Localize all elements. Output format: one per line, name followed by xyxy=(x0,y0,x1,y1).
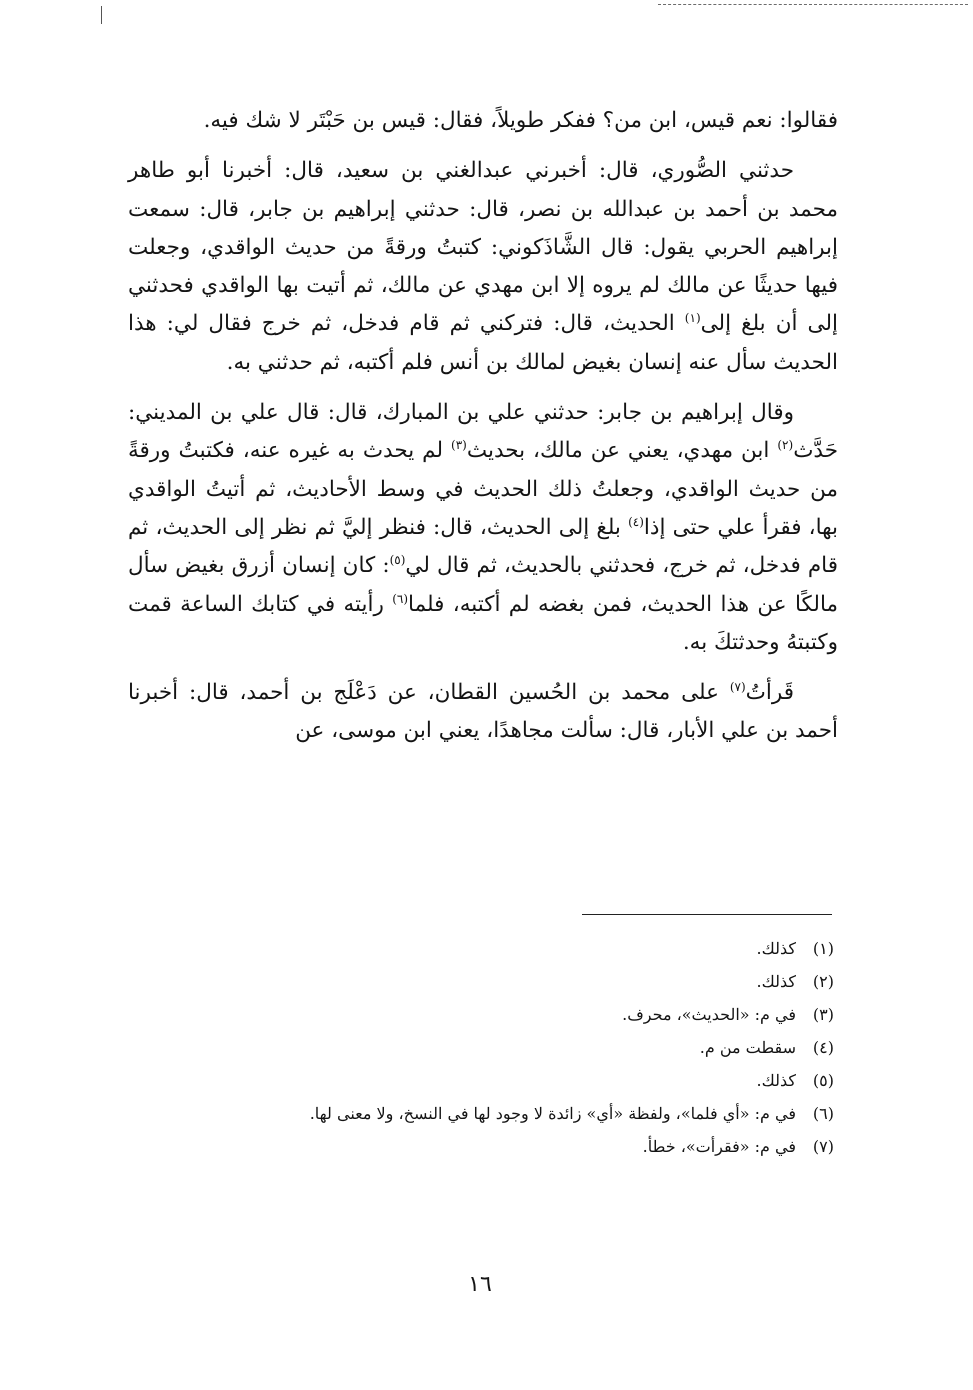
footnote-reference: (٥) xyxy=(389,553,406,568)
text-segment: لم يحدث به غيره عنه، فكتبتُ ورقةً من حديث الواقدي، وجعلتُ ذلك الحديث في وسط الأحاديث، ثم أتيتُ الواقدي بها، فقرأ علي حتى إذا xyxy=(128,438,839,540)
text-segment: فقالوا: نعم قيس، ابن من؟ ففكر طويلاً، فقال: قيس بن حَبْتَر لا شك فيه. xyxy=(203,108,838,133)
footnote-item xyxy=(180,1097,834,1130)
body-paragraph xyxy=(128,674,838,751)
footnote-reference: (٤) xyxy=(628,514,644,529)
footnote-item xyxy=(180,965,834,998)
footnote-separator xyxy=(582,914,832,915)
text-segment: الحديث، قال: فتركني ثم قام فدخل، ثم خرج فقال لي: هذا الحديث سأل عنه إنسان بغيض لمالك بن أنس فلم أكتبه، ثم حدثني به. xyxy=(128,311,838,375)
footnote-number: (٣) xyxy=(812,1005,834,1024)
footnote-text: كذلك. xyxy=(756,972,796,991)
body-paragraph xyxy=(128,152,838,382)
page-number: ١٦ xyxy=(468,1272,492,1297)
footnote-item xyxy=(180,1130,834,1163)
footnote-reference: (٢) xyxy=(777,438,794,453)
footnote-item xyxy=(180,998,834,1031)
footnote-number: (٧) xyxy=(812,1137,834,1156)
text-segment: حدثني الصُّوري، قال: أخبرني عبدالغني بن سعيد، قال: أخبرنا أبو طاهر محمد بن أحمد بن عبدالله بن نصر، قال: حدثني إبراهيم بن جابر، قال: سمعت إبراهيم الحربي يقول: قال الشَّاذَكوني: كتبتُ ورقةً من حديث الواقدي، وجعلت فيها حديثًا عن مالك لم يروه إلا ابن مهدي عن مالك، ثم أتيت بها الواقدي فحدثني إلى أن بلغ إلى xyxy=(128,158,838,337)
text-segment: ابن مهدي، يعني عن مالك، بحديث xyxy=(466,438,778,464)
footnote-number: (١) xyxy=(812,939,834,958)
footnote-reference: (٣) xyxy=(451,438,467,453)
footnote-reference: (٧) xyxy=(729,680,746,694)
footnote-item xyxy=(180,1031,834,1064)
text-segment: قَرأتُ xyxy=(745,680,794,706)
text-segment: على محمد بن الحُسين القطان، عن دَعْلَج بن أحمد، قال: أخبرنا أحمد بن علي الأبار، قال: سألت مجاهدًا، يعني ابن موسى، عن xyxy=(128,680,838,744)
footnote-text: في م: «فقرأت»، خطأ. xyxy=(642,1137,796,1156)
text-segment: : كان إنسان أزرق بغيض سأل مالكًا عن هذا الحديث، فمن بغضه لم أكتبه، فلما xyxy=(128,553,839,617)
footnote-number: (٢) xyxy=(812,972,834,991)
text-segment: بلغ إلى الحديث، قال: فنظر إليَّ ثم نظر إلى الحديث، ثم قام فدخل، ثم خرج، فحدثني بالحديث، ثم قال لي xyxy=(128,514,838,579)
footnote-number: (٤) xyxy=(812,1038,834,1057)
footnote-reference: (١) xyxy=(684,311,701,326)
footnote-reference: (٦) xyxy=(392,591,409,606)
footnote-text: سقطت من م. xyxy=(699,1038,796,1057)
footnote-text: كذلك. xyxy=(756,939,796,958)
body-paragraph xyxy=(128,102,838,140)
footnote-list xyxy=(180,932,834,1163)
footnote-text: في م: «الحديث»، محرف. xyxy=(622,1005,796,1024)
footnote-text: كذلك. xyxy=(756,1071,796,1090)
text-segment: وقال إبراهيم بن جابر: حدثني علي بن المبارك، قال: قال علي بن المديني: حَدَّث xyxy=(128,400,839,464)
text-segment: رأيته في كتابك الساعة قمت وكتبتهُ وحدثتكَ به. xyxy=(128,591,838,655)
body-paragraph xyxy=(128,394,838,662)
footnote-text: في م: «أي فلما»، ولفظة «أي» زائدة لا وجود لها في النسخ، ولا معنى لها. xyxy=(309,1104,796,1123)
footnote-item xyxy=(180,1064,834,1097)
footnote-number: (٥) xyxy=(812,1071,834,1090)
scan-dashed-line xyxy=(658,4,968,5)
footnote-item xyxy=(180,932,834,965)
footnote-number: (٦) xyxy=(812,1104,834,1123)
page-body xyxy=(128,102,838,751)
scan-edge-mark xyxy=(101,6,102,24)
